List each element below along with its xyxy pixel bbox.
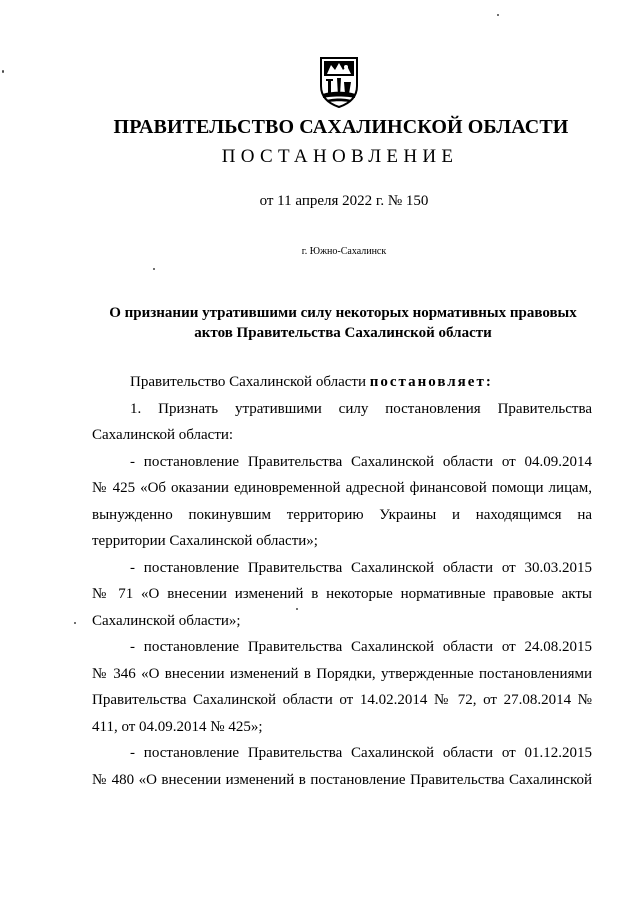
item-1-line-1 (92, 396, 592, 423)
clause-2-body: № 71 «О внесении изменений в некоторые нормативные правовые акты Сахалинской области»; (92, 586, 592, 629)
scan-speck (74, 622, 76, 624)
clause-4-body: № 480 «О внесении изменений в постановление Правительства Сахалинской (92, 771, 592, 788)
item-1-line-2: Сахалинской области: (92, 427, 234, 443)
clause-2-head: - постановление Правительства Сахалинской области от 30.03.2015 (130, 559, 592, 576)
clause-1-body: № 425 «Об оказании единовременной адресной финансовой помощи лицам, вынужденно покинувшим территорию Украины и находящимся на территории Сахалинской области»; (92, 480, 592, 549)
subject-line-1: О признании утратившими силу некоторых нормативных правовых (109, 305, 577, 321)
clause-3-body: № 346 «О внесении изменений в Порядки, утвержденные постановлениями Правительства Сахалинской области от 14.02.2014 № 72, от 27.08.2014 № 411, от 04.09.2014 № 425»; (92, 665, 592, 735)
sakhalin-coat-of-arms-icon (318, 56, 360, 108)
intro-text: Правительство Сахалинской области (130, 374, 366, 390)
subject-line-2: актов Правительства Сахалинской области (194, 325, 492, 341)
scan-speck (497, 14, 499, 16)
document-date-number: от 11 апреля 2022 г. № 150 (259, 193, 429, 209)
document-subject (100, 303, 586, 343)
clause-1-head: - постановление Правительства Сахалинской области от 04.09.2014 (130, 453, 592, 470)
document-type: ПОСТАНОВЛЕНИЕ (221, 146, 459, 167)
intro-paragraph (92, 369, 592, 396)
clause-3-head: - постановление Правительства Сахалинской области от 24.08.2015 (130, 639, 592, 655)
intro-verb: постановляет: (369, 374, 493, 390)
scan-speck (296, 608, 298, 610)
scan-speck (2, 70, 4, 73)
scan-speck (153, 268, 155, 270)
item-1-text: 1. Признать утратившими силу постановления Правительства (130, 400, 592, 417)
document-body (92, 369, 592, 793)
clause-4-head: - постановление Правительства Сахалинской области от 01.12.2015 (130, 745, 592, 761)
document-city: г. Южно-Сахалинск (301, 246, 387, 257)
organization-title: ПРАВИТЕЛЬСТВО САХАЛИНСКОЙ ОБЛАСТИ (113, 116, 569, 138)
